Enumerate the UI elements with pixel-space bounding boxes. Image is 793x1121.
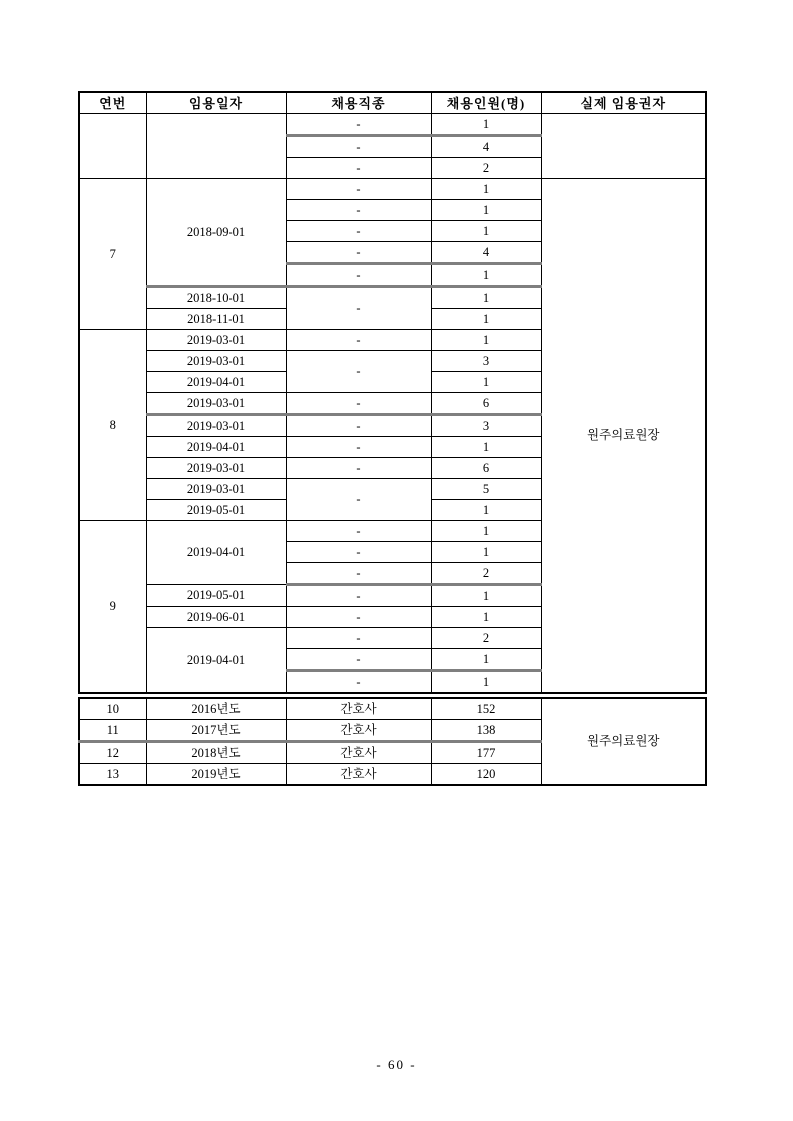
table-cell: - bbox=[286, 521, 431, 542]
table-cell: 1 bbox=[431, 437, 541, 458]
page-number: - 60 - bbox=[376, 1057, 417, 1072]
table-cell: 8 bbox=[79, 330, 146, 521]
table-cell: 7 bbox=[79, 179, 146, 330]
table-cell: 1 bbox=[431, 221, 541, 242]
table-cell: - bbox=[286, 415, 431, 437]
column-header: 채용인원(명) bbox=[431, 92, 541, 114]
table-cell: 1 bbox=[431, 264, 541, 287]
table-cell: - bbox=[286, 136, 431, 158]
table-row bbox=[79, 698, 706, 720]
table-cell: - bbox=[286, 607, 431, 628]
table-row bbox=[79, 179, 706, 200]
table-cell: 2019-05-01 bbox=[146, 500, 286, 521]
table-cell: - bbox=[286, 437, 431, 458]
table-cell: - bbox=[286, 200, 431, 221]
table-cell: 2019-04-01 bbox=[146, 521, 286, 585]
table-cell: 11 bbox=[79, 720, 146, 742]
table-cell: 1 bbox=[431, 287, 541, 309]
table-cell: 6 bbox=[431, 458, 541, 479]
header-row bbox=[79, 92, 706, 114]
table-cell: 9 bbox=[79, 521, 146, 694]
table-cell: 2016년도 bbox=[146, 698, 286, 720]
table-cell: 3 bbox=[431, 351, 541, 372]
table-cell: 2019-04-01 bbox=[146, 437, 286, 458]
column-header: 연번 bbox=[79, 92, 146, 114]
table-cell: - bbox=[286, 649, 431, 671]
table-cell: 2019년도 bbox=[146, 764, 286, 786]
table-cell: 1 bbox=[431, 114, 541, 136]
table-cell: 1 bbox=[431, 309, 541, 330]
table-cell: - bbox=[286, 242, 431, 264]
table-cell: 1 bbox=[431, 671, 541, 694]
table-cell: 간호사 bbox=[286, 764, 431, 786]
table-cell: 10 bbox=[79, 698, 146, 720]
table-cell: - bbox=[286, 221, 431, 242]
table-cell: 2 bbox=[431, 563, 541, 585]
table-cell bbox=[146, 114, 286, 179]
table-cell: 6 bbox=[431, 393, 541, 415]
table-cell: - bbox=[286, 287, 431, 330]
table-cell: 2018-10-01 bbox=[146, 287, 286, 309]
table-cell: 원주의료원장 bbox=[541, 698, 706, 785]
table-cell: 1 bbox=[431, 542, 541, 563]
table-cell: 2018-09-01 bbox=[146, 179, 286, 287]
table-cell: - bbox=[286, 671, 431, 694]
table-cell: 1 bbox=[431, 372, 541, 393]
table-cell: 2019-03-01 bbox=[146, 351, 286, 372]
table-cell: 4 bbox=[431, 242, 541, 264]
table-cell: 2018년도 bbox=[146, 742, 286, 764]
table-cell: - bbox=[286, 563, 431, 585]
column-header: 채용직종 bbox=[286, 92, 431, 114]
table-cell: 120 bbox=[431, 764, 541, 786]
table-cell: 2019-06-01 bbox=[146, 607, 286, 628]
table-cell: 1 bbox=[431, 521, 541, 542]
table-row bbox=[79, 114, 706, 136]
table-cell: - bbox=[286, 351, 431, 393]
table-cell: 2019-04-01 bbox=[146, 628, 286, 694]
table-cell: 4 bbox=[431, 136, 541, 158]
table-cell: - bbox=[286, 479, 431, 521]
table-cell: 138 bbox=[431, 720, 541, 742]
yearly-nurse-recruitment-table bbox=[78, 697, 707, 786]
table-cell: 간호사 bbox=[286, 742, 431, 764]
table-cell: 간호사 bbox=[286, 698, 431, 720]
table-cell: 1 bbox=[431, 200, 541, 221]
table-cell bbox=[79, 114, 146, 179]
table-cell: 3 bbox=[431, 415, 541, 437]
table-cell: 2019-03-01 bbox=[146, 458, 286, 479]
table-cell: 1 bbox=[431, 649, 541, 671]
table-cell: 2019-04-01 bbox=[146, 372, 286, 393]
table-cell: 1 bbox=[431, 500, 541, 521]
table-cell: 1 bbox=[431, 330, 541, 351]
table-cell: - bbox=[286, 628, 431, 649]
table-cell: 1 bbox=[431, 607, 541, 628]
table-cell bbox=[541, 114, 706, 179]
table-cell: 152 bbox=[431, 698, 541, 720]
table-cell: - bbox=[286, 542, 431, 563]
table-cell: - bbox=[286, 264, 431, 287]
table-cell: 2019-03-01 bbox=[146, 393, 286, 415]
table-cell: 2019-03-01 bbox=[146, 415, 286, 437]
table-cell: 2 bbox=[431, 628, 541, 649]
table-cell: - bbox=[286, 114, 431, 136]
table-cell: 원주의료원장 bbox=[541, 179, 706, 694]
table-cell: - bbox=[286, 330, 431, 351]
table-cell: - bbox=[286, 393, 431, 415]
table-cell: 2019-03-01 bbox=[146, 330, 286, 351]
table-cell: 1 bbox=[431, 585, 541, 607]
table-cell: 177 bbox=[431, 742, 541, 764]
table-cell: 13 bbox=[79, 764, 146, 786]
table-cell: - bbox=[286, 179, 431, 200]
table-cell: 5 bbox=[431, 479, 541, 500]
column-header: 실제 임용권자 bbox=[541, 92, 706, 114]
column-header: 임용일자 bbox=[146, 92, 286, 114]
table-cell: 2018-11-01 bbox=[146, 309, 286, 330]
table-cell: 2017년도 bbox=[146, 720, 286, 742]
table-cell: 12 bbox=[79, 742, 146, 764]
table-cell: 2 bbox=[431, 158, 541, 179]
table-cell: 2019-03-01 bbox=[146, 479, 286, 500]
table-cell: 간호사 bbox=[286, 720, 431, 742]
table-cell: - bbox=[286, 158, 431, 179]
table-cell: 1 bbox=[431, 179, 541, 200]
appointment-detail-table bbox=[78, 91, 707, 694]
table-cell: - bbox=[286, 585, 431, 607]
table-cell: - bbox=[286, 458, 431, 479]
table-cell: 2019-05-01 bbox=[146, 585, 286, 607]
